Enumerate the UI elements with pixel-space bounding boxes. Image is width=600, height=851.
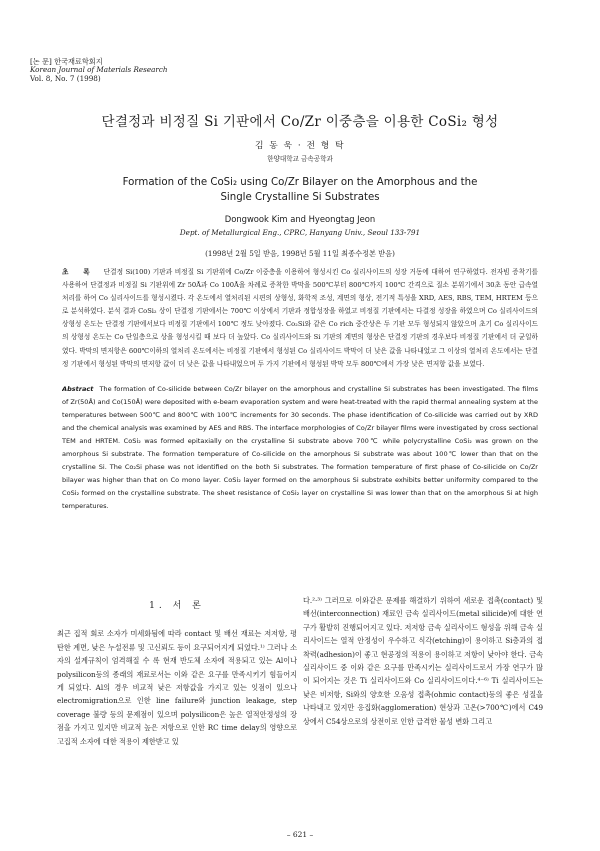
affiliation-ko: 한양대학교 금속공학과	[267, 155, 333, 163]
abstract-en-text: The formation of Co-silicide between Co/Zr bilayer on the amorphous and crystalline Si substrates has been investigated. The films of Zr(50Å) and Co(150Å) were deposited with e-beam evaporation system and were heat-treated with the rapid thermal annealing system at the temperatures between 500℃ and 800℃ with 100℃ increments for 30 seconds. The phase identification of Co-silicide was carried out by XRD and the chemical analysis was examined by AES and RBS. The interface morphologies of Co/Zr bilayer films were investigated by cross sectional TEM and HRTEM. CoSi₂ was formed epitaxially on the crystalline Si substrate above 700℃ while polycrystalline CoSi₂ was grown on the amorphous Si substrate. The formation temperature of Co-silicide on the amorphous Si substrate was about 100℃ lower than that on the crystalline Si. The Co₂Si phase was not identified on the both Si substrates. The formation temperature of first phase of Co-silicide on Co/Zr bilayer was higher than that on Co mono layer. CoSi₂ layer formed on the amorphous Si substrate exhibits better uniformity compared to the CoSi₂ formed on the crystalline substrate. The sheet resistance of CoSi₂ layer on crystalline Si was lower than that on the amorphous Si at high temperatures.	[62, 385, 538, 510]
authors-ko: 김 동 욱 · 전 형 탁	[254, 141, 346, 151]
affiliation-en: Dept. of Metallurgical Eng., CPRC, Hanyang Univ., Seoul 133-791	[179, 228, 421, 237]
intro-text-left: 최근 집적 회로 소자가 미세화됨에 따라 contact 및 배선 재료는 저저항, 평탄한 계면, 낮은 누설전류 및 고신뢰도 등이 요구되어지게 되었다.¹⁾ 그러나 소자의 설계규칙이 엄격해질 수 록 현재 반도체 소자에 적용되고 있는 Al이나 polysilicon등의 종래의 재료로서는 이와 같은 요구를 만족시키기 힘들어지게 되었다. Al의 경우 비교적 낮은 저항값을 가지고 있는 잇점이 있으나 electromigration으로 인한 line failure와 junction leakage, step coverage 불량 등의 문제점이 있으며 polysilicon은 높은 열적안정성의 장점을 가지고 있지만 비교적 높은 저항으로 인한 RC time delay의 영향으로 고집적 소자에 대한 적용이 제한받고 있	[57, 629, 297, 746]
abstract-ko-text: 단결정 Si(100) 기판과 비정질 Si 기판위에 Co/Zr 이중층을 이용하여 형성시킨 Co 실리사이드의 성장 거동에 대하여 연구하였다. 전자빔 증착기를 사용하여 단결정과 비정질 Si 기판위에 Zr 50Å과 Co 100Å을 차례로 증착한 박막을 500℃부터 800℃까지 100℃ 간격으로 질소 분위기에서 30초 동안 급속열처리를 하여 Co 실리사이드를 형성시켰다. 각 온도에서 열처리된 시편의 상형성, 화학적 조성, 계면의 형상, 전기적 특성을 XRD, AES, RBS, TEM, HRTEM 등으로 분석하였다. 분석 결과 CoSi₂ 상이 단결정 기판에서는 700℃ 이상에서 기판과 정합성장을 하였고 비정질 기판에서는 다결정 성장을 하였으며 Co 실리사이드의 상형성 온도는 단결정 기판에서보다 비정질 기판에서 100℃ 정도 낮아졌다. Co₂Si와 같은 Co rich 중간상은 두 기판 모두 형성되지 않았으며 초기 Co 실리사이드의 상형성 온도는 Co 단일층으로 상을 형성시킬 때 보다 더 높았다. Co 실리사이드와 Si 기판의 계면의 형상은 단결정 기판의 경우보다 비정질 기판에서 더 균일하였다. 박막의 면저항은 600℃이하의 열처리 온도에서는 비정질 기판에서 형성된 Co 실리사이드 박막이 더 낮은 값을 나타내었고 그 이상의 열처리 온도에서는 단결정 기판에서 형성된 박막의 면저항 값이 더 낮은 값을 나타내었으며 두 가지 기판에서 형성된 박막 모두 800℃에서 가장 낮은 면저항 값을 보였다.	[62, 268, 538, 368]
abstract-en-label: Abstract	[62, 385, 94, 393]
body-column-left	[57, 594, 297, 845]
title-en-line2: Single Crystalline Si Substrates	[220, 192, 380, 203]
journal-info	[30, 58, 230, 83]
page-number: – 621 –	[286, 830, 314, 839]
intro-text-right: 다.²·³⁾ 그러므로 이와같은 문제를 해결하기 위하여 새로운 접촉(contact) 및 배선(interconnection) 재료인 금속 실리사이드(metal silicide)에 대한 연구가 활발히 진행되어지고 있다. 저저항 금속 실리사이드 형성을 위해 금속 실리사이드는 열적 안정성이 우수하고 식각(etching)이 용이하고 Si층과의 접착력(adhesion)이 좋고 현공정의 적용이 용이하고 저항이 낮아야 한다. 금속 실리사이드 중 이와 같은 요구를 만족시키는 실리사이드로서 가장 연구가 많이 되어지는 것은 Ti 실리사이드와 Co 실리사이드이다.⁴⁻⁶⁾ Ti 실리사이드는 낮은 비저항, Si와의 양호한 오옴성 접촉(ohmic contact)등의 좋은 성질을 나타내고 있지만 응집화(agglomeration) 현상과 고온(>700℃)에서 C49상에서 C54상으로의 상전이로 인한 급격한 물성 변화 그리고	[303, 596, 543, 726]
journal-volume: Vol. 8, No. 7 (1998)	[30, 73, 101, 83]
abstract-ko-label: 초 록	[62, 268, 96, 276]
paper-title-en	[60, 175, 540, 205]
received-dates: (1998년 2월 5일 받음, 1998년 5월 11일 최종수정본 받음)	[205, 249, 395, 258]
abstract-ko	[62, 266, 538, 386]
section-heading-introduction: 1. 서 론	[149, 601, 205, 611]
authors-en: Dongwook Kim and Hyeongtag Jeon	[224, 214, 376, 224]
paper-title-ko: 단결정과 비정질 Si 기판에서 Co/Zr 이중층을 이용한 CoSi₂ 형성	[101, 114, 499, 130]
journal-name-en: Korean Journal of Materials Research	[30, 65, 168, 75]
journal-type-label: [논 문] 한국재료학회지	[30, 57, 103, 66]
abstract-en	[62, 383, 538, 578]
title-en-line1: Formation of the CoSi₂ using Co/Zr Bilayer on the Amorphous and the	[122, 177, 478, 188]
body-column-right	[303, 594, 543, 834]
